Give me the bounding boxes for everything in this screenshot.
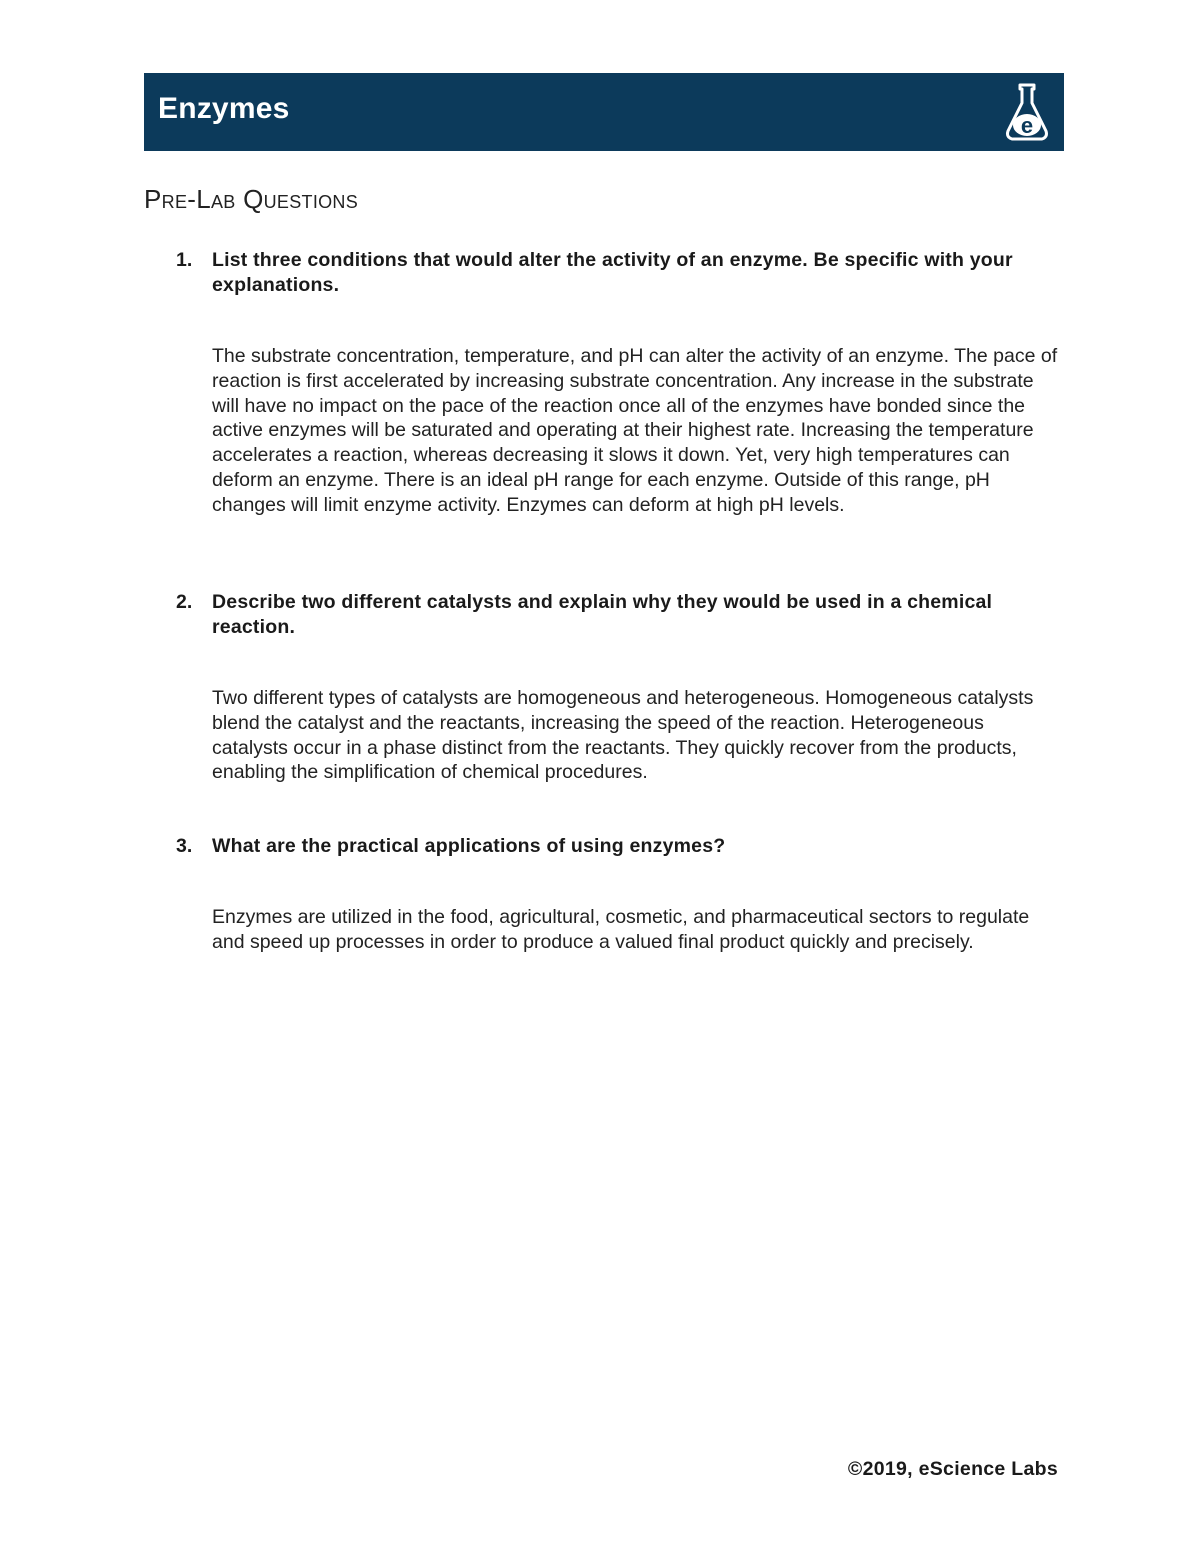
question-text: What are the practical applications of using enzymes? — [212, 835, 726, 857]
question-item — [144, 248, 1064, 590]
page-title: Enzymes — [158, 92, 290, 125]
question-text: List three conditions that would alter the activity of an enzyme. Be specific with your explanations. — [212, 249, 1013, 296]
copyright-footer: ©2019, eScience Labs — [847, 1458, 1058, 1480]
escience-flask-logo-icon — [1002, 81, 1052, 143]
question-list — [144, 248, 1064, 955]
answer-text: Enzymes are utilized in the food, agricultural, cosmetic, and pharmaceutical sectors to regulate and speed up processes in order to produce a valued final product quickly and precisely. — [212, 906, 1030, 953]
question-text: Describe two different catalysts and explain why they would be used in a chemical reaction. — [212, 591, 993, 638]
question-item — [144, 834, 1064, 955]
section-title: Pre-Lab Questions — [144, 184, 359, 214]
question-number: 3. — [176, 835, 193, 857]
answer-text: Two different types of catalysts are homogeneous and heterogeneous. Homogeneous catalysts blend the catalyst and the reactants, increasing the speed of the reaction. Heterogeneous catalysts occur in a phase distinct from the reactants. They quickly recover from the products, enabling the simplification of chemical procedures. — [212, 687, 1034, 784]
question-number: 1. — [176, 249, 193, 271]
header-banner — [144, 73, 1064, 151]
answer-text: The substrate concentration, temperature, and pH can alter the activity of an enzyme. The pace of reaction is first accelerated by increasing substrate concentration. Any increase in the substrate will have no impact on the pace of the reaction once all of the enzymes have bonded since the active enzymes will be saturated and operating at their highest rate. Increasing the temperature accelerates a reaction, whereas decreasing it slows it down. Yet, very high temperatures can deform an enzyme. There is an ideal pH range for each enzyme. Outside of this range, pH changes will limit enzyme activity. Enzymes can deform at high pH levels. — [212, 345, 1058, 516]
question-item — [144, 590, 1064, 834]
question-number: 2. — [176, 591, 193, 613]
logo-letter: e — [1020, 113, 1034, 138]
